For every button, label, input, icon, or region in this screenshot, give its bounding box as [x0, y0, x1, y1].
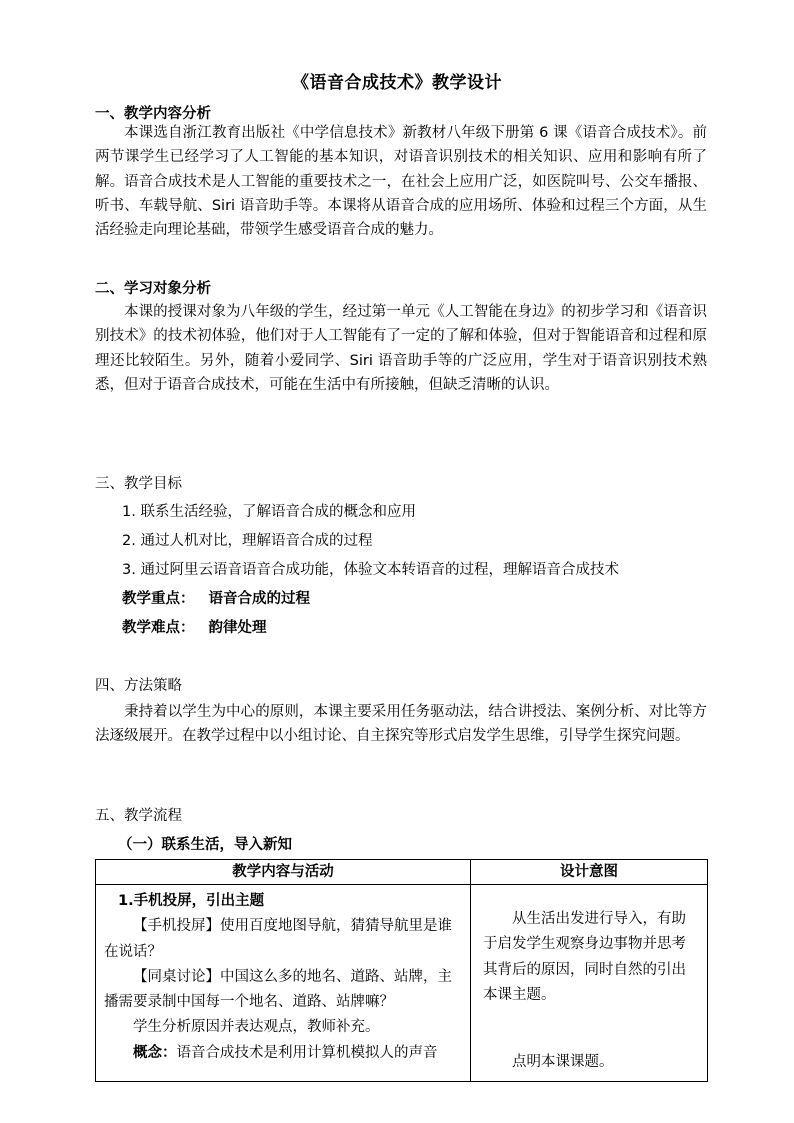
design-intent-text: 点明本课课题。	[512, 1054, 614, 1071]
learner-analysis-paragraph: 本课的授课对象为八年级的学生，经过第一单元《人工智能在身边》的初步学习和《语音识别技术》的技术初体验，他们对于人工智能有了一定的了解和体验，但对于智能语音和过程和原理还比较陌生。另外，随着小爱同学、Siri 语音助手等的广泛应用，学生对于语音识别技术熟悉，但对于语音合成技术，可能在生活中有所接触，但缺乏清晰的认识。	[95, 304, 707, 393]
activity-text: 使用百度地图导航，猜猜导航里是谁在说话？	[104, 918, 452, 960]
content-cell	[96, 885, 471, 1082]
activity-text: 中国这么多的地名、道路、站牌，主播需要录制中国每一个地名、道路、站牌嘛？	[104, 968, 452, 1011]
activity-text: 语音合成技术是利用计算机模拟人的声音	[176, 1044, 438, 1061]
intent-cell	[471, 885, 708, 1082]
activity-screen-mirroring	[104, 914, 462, 965]
table-row	[96, 885, 708, 1082]
tag-desk-discussion: 【同桌讨论】	[133, 968, 220, 985]
section-heading-methods: 四、方法策略	[95, 678, 182, 694]
key-point-label: 教学重点：	[122, 591, 195, 607]
section-heading-content-analysis: 一、教学内容分析	[95, 106, 211, 122]
objective-item: 3. 通过阿里云语音语音合成功能，体验文本转语音的过程，理解语音合成技术	[122, 562, 619, 578]
table-header-content: 教学内容与活动	[96, 860, 471, 885]
tag-concept: 概念：	[133, 1044, 177, 1061]
activity-concept	[104, 1041, 462, 1066]
step-title: 1.手机投屏，引出主题	[118, 893, 265, 909]
content-analysis-paragraph: 本课选自浙江教育出版社《中学信息技术》新教材八年级下册第 6 课《语音合成技术》。前两节课学生已经学习了人工智能的基本知识，对语音识别技术的相关知识、应用和影响有所了解。语音合成技术是人工智能的重要技术之一，在社会上应用广泛，如医院叫号、公交车播报、听书、车载导航、Siri 语音助手等。本课将从语音合成的应用场所、体验和过程三个方面，从生活经验走向理论基础，带领学生感受语音合成的魅力。	[95, 125, 707, 239]
difficulty-row	[122, 616, 267, 637]
section-heading-objectives: 三、教学目标	[95, 476, 182, 492]
table-header-intent: 设计意图	[471, 860, 708, 885]
activity-student-analysis: 学生分析原因并表达观点，教师补充。	[133, 1019, 380, 1036]
section-heading-learner-analysis: 二、学习对象分析	[95, 281, 211, 297]
key-point-row	[122, 587, 310, 608]
document-title: 《语音合成技术》教学设计	[292, 73, 502, 93]
key-point-value: 语音合成的过程	[208, 591, 310, 607]
difficulty-label: 教学难点：	[122, 620, 195, 636]
sub-heading-intro: （一）联系生活，导入新知	[118, 837, 292, 853]
design-intent-text: 从生活出发进行导入，有助于启发学生观察身边事物并思考其背后的原因，同时自然的引出本课主题。	[483, 911, 686, 1003]
methods-paragraph: 秉持着以学生为中心的原则，本课主要采用任务驱动法，结合讲授法、案例分析、对比等方法逐级展开。在教学过程中以小组讨论、自主探究等形式启发学生思维，引导学生探究问题。	[95, 704, 707, 745]
objective-item: 1. 联系生活经验，了解语音合成的概念和应用	[122, 504, 416, 520]
activity-desk-discussion	[104, 965, 462, 1016]
tag-screen-mirroring: 【手机投屏】	[133, 918, 220, 935]
objective-item: 2. 通过人机对比，理解语音合成的过程	[122, 533, 373, 549]
section-heading-process: 五、教学流程	[95, 808, 182, 824]
difficulty-value: 韵律处理	[208, 620, 267, 636]
teaching-flow-table	[95, 859, 708, 1082]
